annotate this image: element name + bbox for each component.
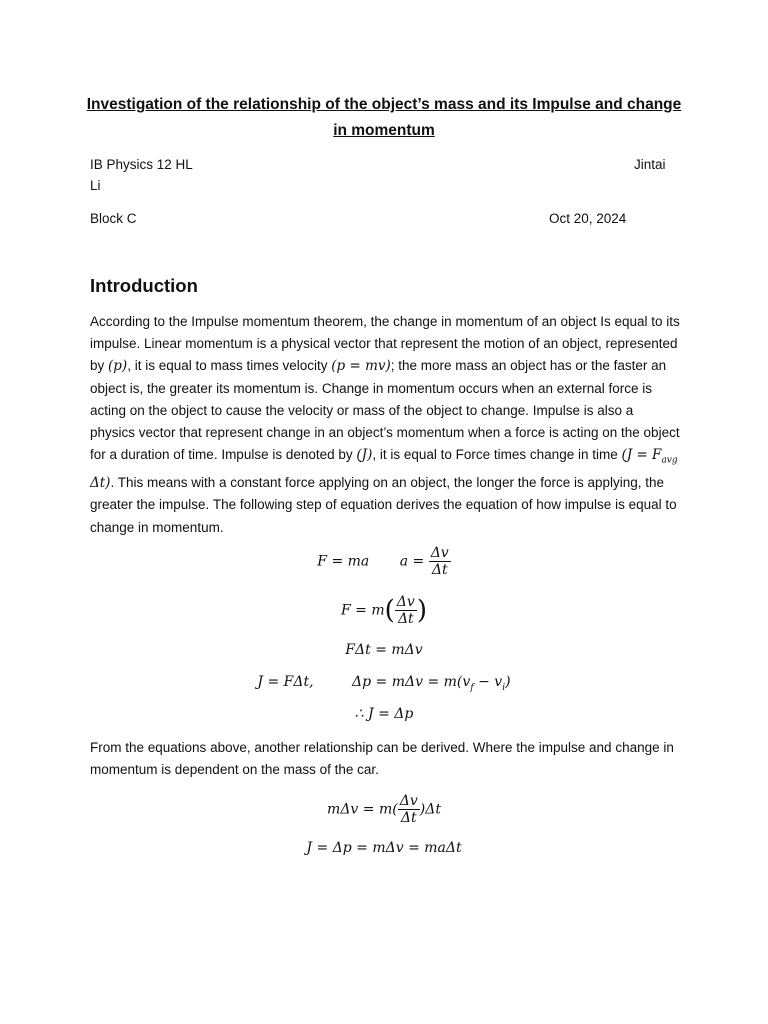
paper-title: Investigation of the relationship of the object’s mass and its Impulse and change in momentum <box>86 96 682 139</box>
math-part: (J = F <box>621 447 662 464</box>
equation-newton-second-law <box>0 545 768 578</box>
equation-part: )Δt <box>419 801 441 818</box>
author-first-name: Jintai <box>634 157 666 172</box>
fraction <box>395 594 417 627</box>
subscript-final: f <box>470 682 474 693</box>
fraction-denominator: Δt <box>397 611 414 627</box>
intro-text-segment: , it is equal to Force times change in time <box>372 447 622 463</box>
intro-text-segment: . This means with a constant force applying on an object, the longer the force is applying, the greater the impulse. The following step of equation derives the equation of how impulse is equal to change in momentum. <box>90 475 677 535</box>
equation-force-substitution: F = m( $\frac{\Delta v}{\Delta t}$ ) <box>341 594 427 627</box>
math-momentum-symbol: (p) <box>108 358 128 375</box>
equation-force-time: FΔt = mΔv <box>345 642 423 658</box>
intro-text-segment: According to the Impulse momentum theorem, the change in momentum of an object Is equal to its impulse. Linear momentum is a physical vector that represent the motion of an object, represented by <box>90 314 680 374</box>
fraction-denominator: Δt <box>400 810 417 826</box>
math-impulse-symbol: (J) <box>356 447 373 464</box>
intro-paragraph-2: From the equations above, another relationship can be derived. Where the impulse and change in momentum is dependent on the mass of the car. <box>90 740 674 778</box>
equation-mass-velocity <box>0 793 768 826</box>
equation-impulse-equals-momentum: ∴ J = Δp <box>354 706 414 722</box>
fraction-denominator: Δt <box>431 562 448 578</box>
fraction-numerator: Δv <box>396 594 415 610</box>
intro-text-segment: ; the more mass an object has or the faster an object is, the greater its momentum is. Change in momentum occurs when an external force is acting on the object to cause the velocity or mass of the object to change. Impulse is also a physics vector that represent change in an object’s momentum when a force is acting on the object for a duration of time. Impulse is denoted by <box>90 358 680 463</box>
intro-paragraph-1 <box>90 311 680 539</box>
equation-part: Δp = mΔv = m(v <box>352 674 471 690</box>
class-block: Block C <box>90 211 137 226</box>
intro-text-segment: , it is equal to mass times velocity <box>127 358 332 374</box>
fraction <box>429 545 451 578</box>
fraction-numerator: Δv <box>399 793 418 809</box>
fraction-numerator: Δv <box>430 545 449 561</box>
report-date: Oct 20, 2024 <box>549 211 627 226</box>
math-subscript-avg: avg <box>661 455 678 466</box>
math-momentum-formula: (p = mv) <box>331 358 391 375</box>
equation-part: F = ma <box>317 553 370 570</box>
equation-impulse-mass-relation: J = Δp = mΔv = maΔt <box>306 840 462 856</box>
equation-part: mΔv = m( <box>327 801 398 818</box>
equation-part: J = FΔt, <box>257 674 314 690</box>
math-part: Δt) <box>90 475 111 492</box>
course-name: IB Physics 12 HL <box>90 157 193 172</box>
fraction <box>398 793 420 826</box>
equation-part: ) <box>505 674 511 690</box>
section-heading-introduction: Introduction <box>90 275 198 296</box>
equation-part: − v <box>473 674 503 690</box>
equation-part: a = <box>399 553 425 570</box>
equation-part: F = m <box>341 602 385 619</box>
author-last-name: Li <box>90 178 101 193</box>
subscript-initial: i <box>502 682 506 693</box>
equation-impulse-momentum-change <box>0 674 768 693</box>
